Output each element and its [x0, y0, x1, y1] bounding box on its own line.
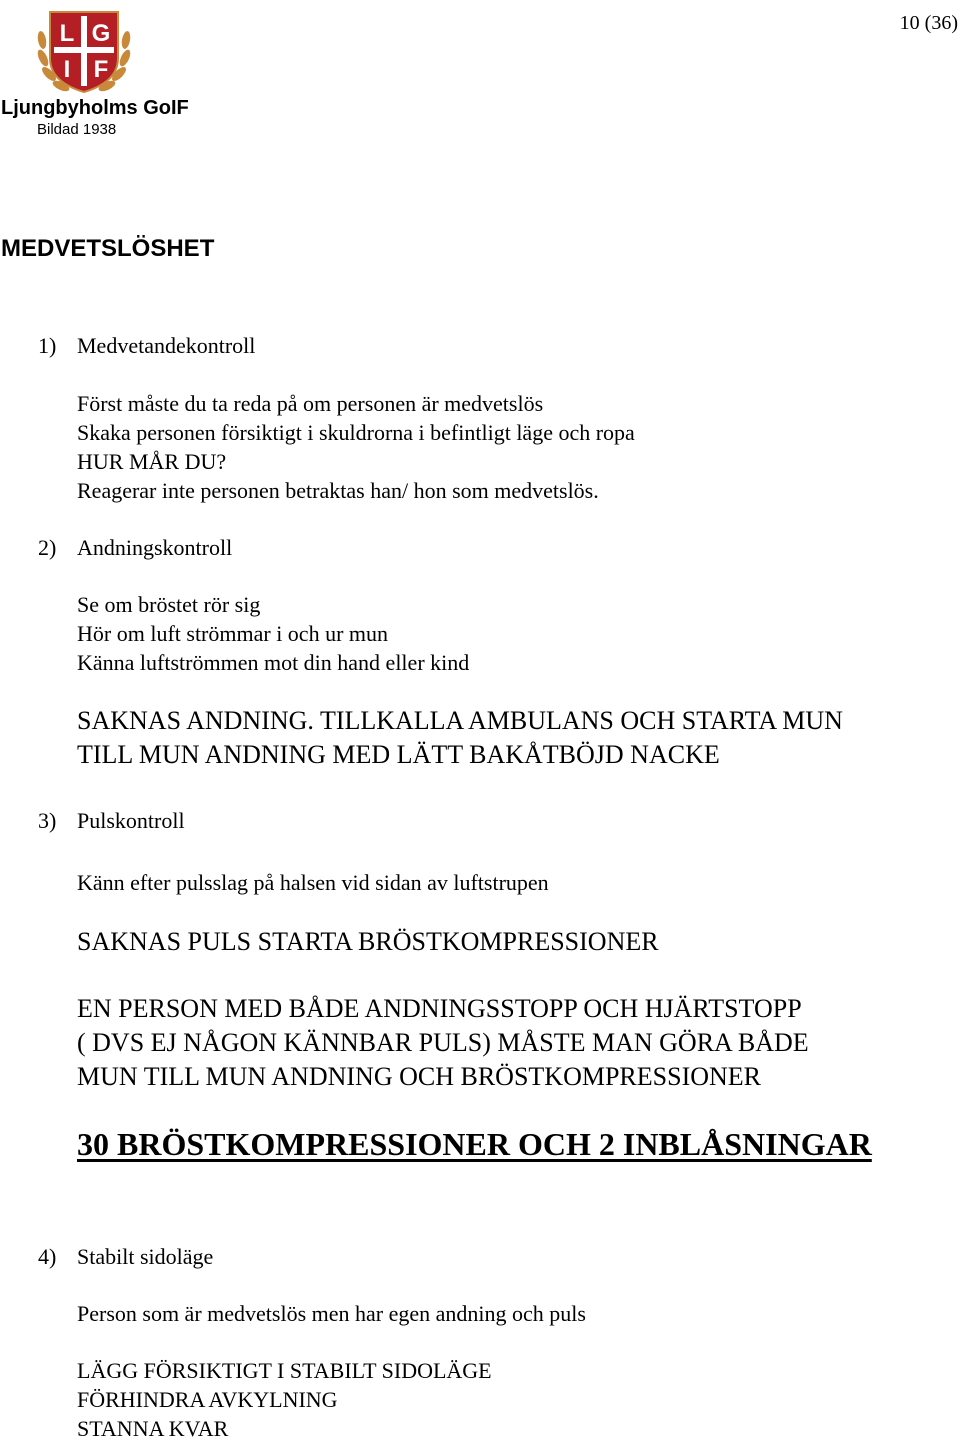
section-1-line: Skaka personen försiktigt i skuldrorna i befintligt läge och ropa — [77, 420, 635, 445]
section-1-number: 1) — [38, 333, 57, 358]
section-4-line: Person som är medvetslös men har egen andning och puls — [77, 1301, 586, 1326]
section-3-number: 3) — [38, 808, 57, 833]
section-1-line: HUR MÅR DU? — [77, 449, 227, 474]
section-3-caps-line: ( DVS EJ NÅGON KÄNNBAR PULS) MÅSTE MAN GÖRA BÅDE — [77, 1028, 809, 1057]
section-4-line: FÖRHINDRA AVKYLNING — [77, 1387, 338, 1412]
section-4-line: STANNA KVAR — [77, 1416, 229, 1441]
section-1-line: Reagerar inte personen betraktas han/ hon som medvetslös. — [77, 478, 599, 503]
section-2-caps-line: TILL MUN ANDNING MED LÄTT BAKÅTBÖJD NACKE — [77, 740, 720, 769]
section-2-line: Se om bröstet rör sig — [77, 592, 261, 617]
section-3-caps-line: MUN TILL MUN ANDNING OCH BRÖSTKOMPRESSIONER — [77, 1062, 761, 1091]
section-1-line: Först måste du ta reda på om personen är medvetslös — [77, 391, 544, 416]
svg-text:F: F — [93, 56, 109, 83]
svg-text:I: I — [63, 56, 71, 83]
page-number: 10 (36) — [899, 12, 958, 34]
club-crest-logo — [34, 6, 134, 96]
svg-text:G: G — [91, 20, 111, 47]
section-4-number: 4) — [38, 1244, 57, 1269]
section-4-line: LÄGG FÖRSIKTIGT I STABILT SIDOLÄGE — [77, 1358, 492, 1383]
club-founded: Bildad 1938 — [37, 121, 117, 138]
section-2-number: 2) — [38, 535, 57, 560]
section-2-line: Känna luftströmmen mot din hand eller kind — [77, 650, 470, 675]
club-name: Ljungbyholms GoIF — [1, 97, 189, 119]
section-3-emphasis: 30 BRÖSTKOMPRESSIONER OCH 2 INBLÅSNINGAR — [77, 1126, 872, 1162]
section-3-caps-line: SAKNAS PULS STARTA BRÖSTKOMPRESSIONER — [77, 927, 659, 956]
section-2-line: Hör om luft strömmar i och ur mun — [77, 621, 389, 646]
svg-text:L: L — [59, 20, 75, 47]
section-2-caps-line: SAKNAS ANDNING. TILLKALLA AMBULANS OCH STARTA MUN — [77, 706, 843, 735]
page-title: MEDVETSLÖSHET — [1, 235, 215, 262]
section-1-heading: Medvetandekontroll — [77, 333, 256, 358]
section-3-line: Känn efter pulsslag på halsen vid sidan av luftstrupen — [77, 870, 549, 895]
section-3-caps-line: EN PERSON MED BÅDE ANDNINGSSTOPP OCH HJÄRTSTOPP — [77, 994, 802, 1023]
section-4-heading: Stabilt sidoläge — [77, 1244, 214, 1269]
section-2-heading: Andningskontroll — [77, 535, 233, 560]
section-3-heading: Pulskontroll — [77, 808, 185, 833]
